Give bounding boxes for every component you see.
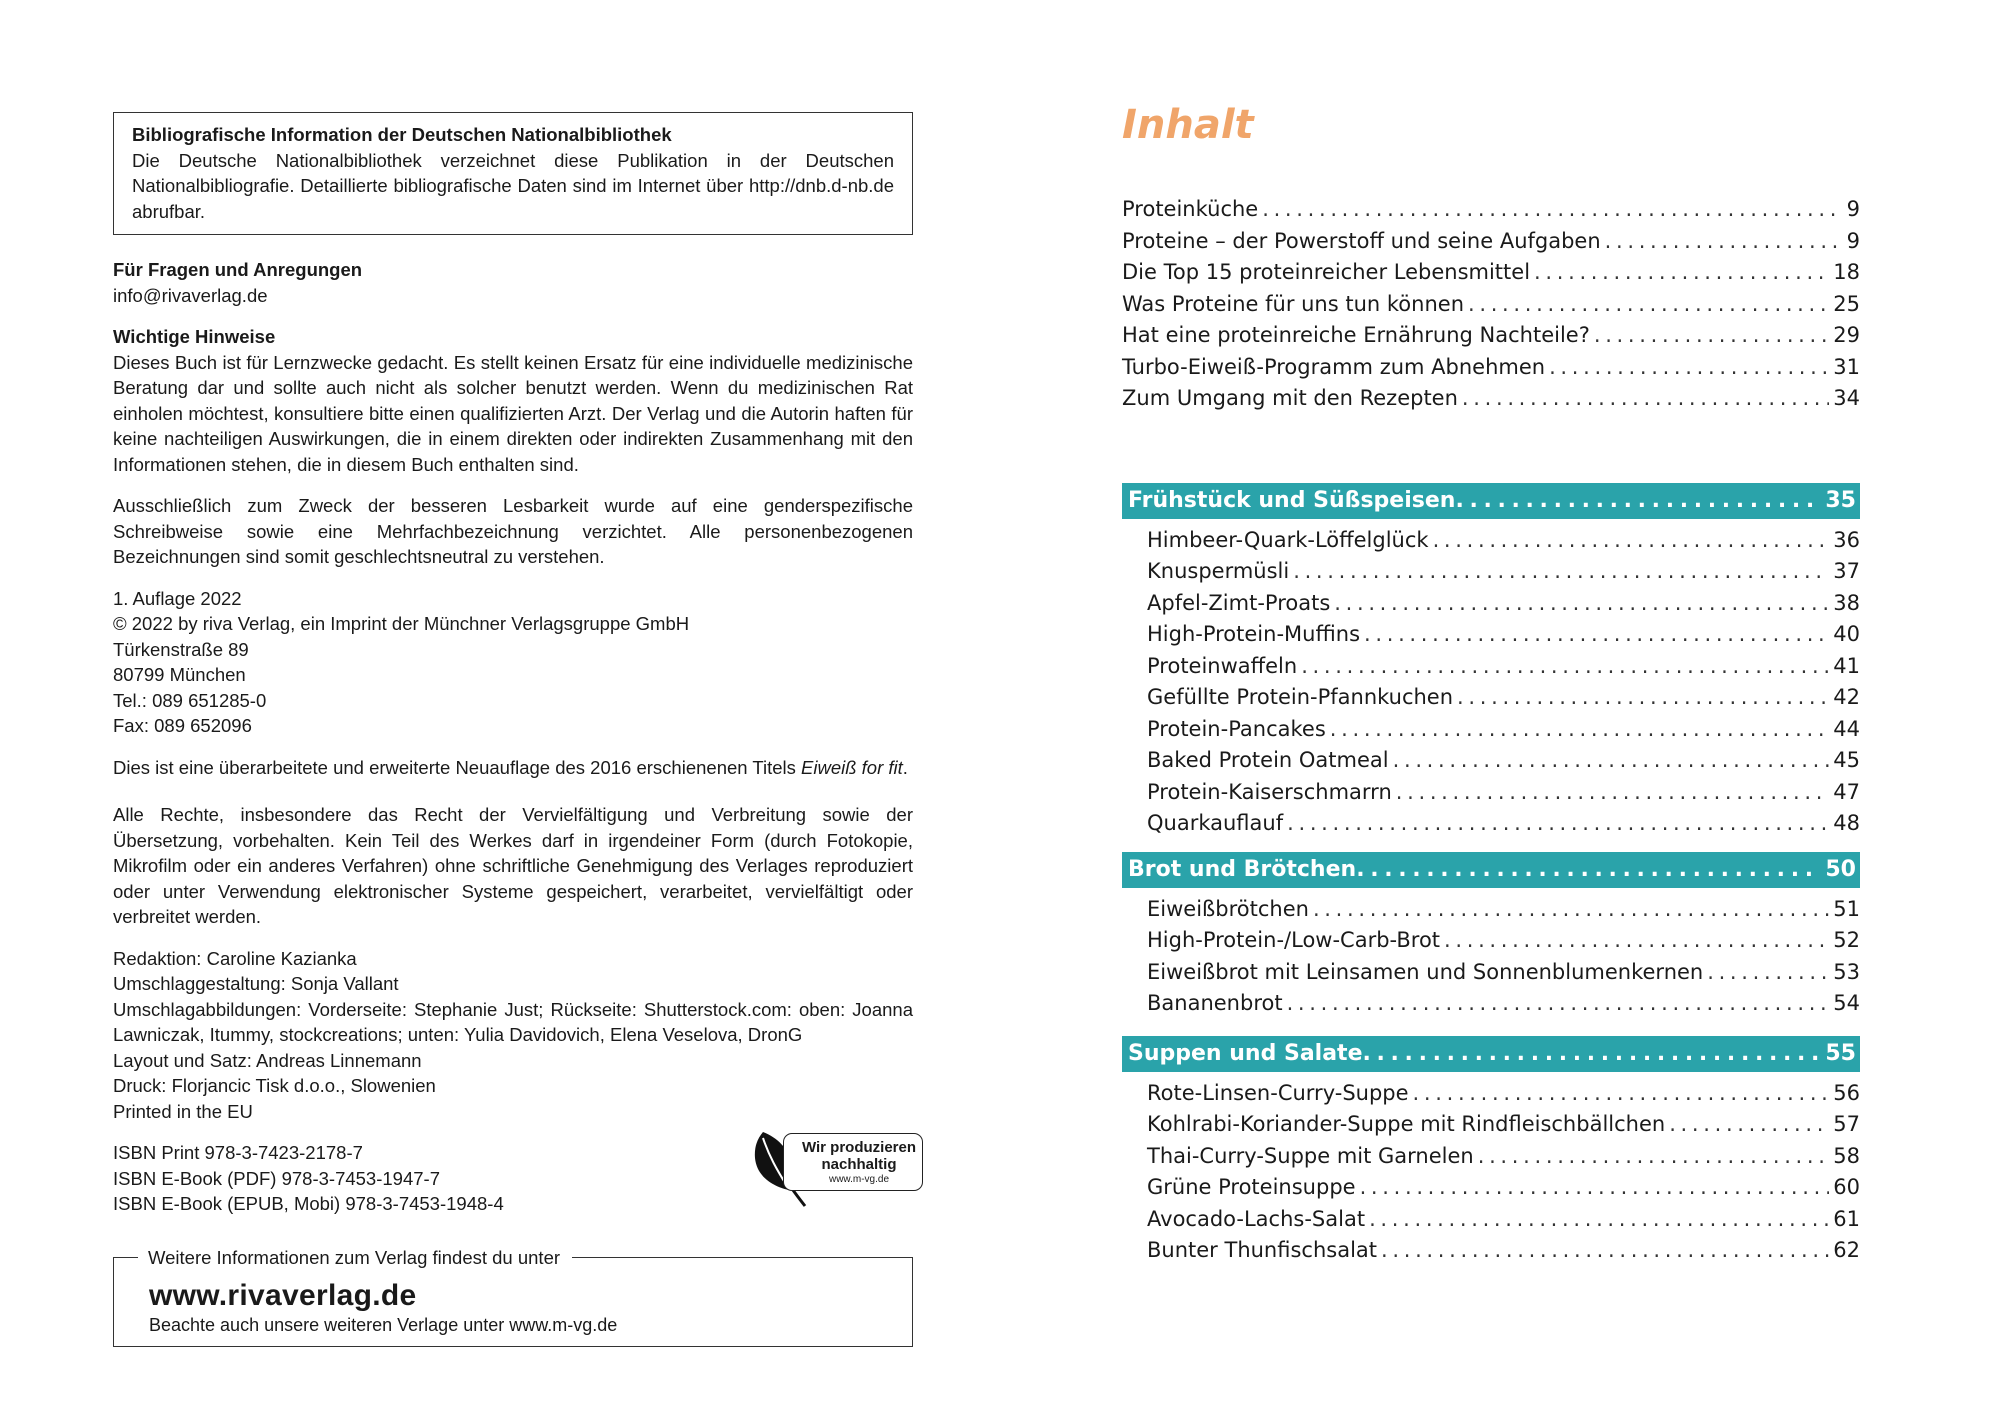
toc-entry-page: 34 <box>1833 386 1860 410</box>
biblio-title: Bibliografische Information der Deutschen Nationalbibliothek <box>132 124 672 145</box>
toc-entry[interactable] <box>1122 194 1860 226</box>
toc-entry[interactable] <box>1122 352 1860 384</box>
toc-entry[interactable] <box>1147 619 1860 651</box>
publisher-note: Beachte auch unsere weiteren Verlage unter www.m-vg.de <box>149 1314 618 1335</box>
badge-box <box>783 1133 923 1191</box>
toc-entry-page: 58 <box>1833 1143 1860 1168</box>
edition-note-text: Dies ist eine überarbeitete und erweiterte Neuauflage des 2016 erschienenen Titels <box>113 756 802 778</box>
imprint-block <box>113 586 913 739</box>
toc-entry-page: 54 <box>1833 991 1860 1015</box>
toc-entry[interactable] <box>1147 745 1860 777</box>
section-page: 55 <box>1825 1041 1856 1066</box>
toc-entry-title: Gefüllte Protein-Pfannkuchen <box>1147 685 1454 709</box>
sustainability-badge <box>749 1128 925 1208</box>
toc-entry-page: 41 <box>1833 653 1860 678</box>
toc-entry-page: 9 <box>1846 228 1860 253</box>
toc-entry-title: Rote-Linsen-Curry-Suppe <box>1147 1080 1409 1105</box>
toc-entry-title: Eiweißbrötchen <box>1147 896 1309 921</box>
contents-page <box>1122 100 1860 1267</box>
toc-entry[interactable] <box>1122 226 1860 258</box>
toc-entry-title: Thai-Curry-Suppe mit Garnelen <box>1147 1143 1474 1168</box>
contact-email[interactable]: info@rivaverlag.de <box>113 284 268 306</box>
credit-line: Umschlaggestaltung: Sonja Vallant <box>113 973 399 994</box>
toc-entry-title: Knuspermüsli <box>1147 559 1290 583</box>
toc-section-suppen <box>1122 1036 1860 1267</box>
toc-entry-title: Quarkauflauf <box>1147 811 1284 835</box>
credit-line: Printed in the EU <box>113 1100 253 1122</box>
toc-entry-title: Die Top 15 proteinreicher Lebensmittel <box>1122 260 1531 284</box>
toc-entry[interactable] <box>1147 777 1860 809</box>
toc-entry[interactable] <box>1122 289 1860 321</box>
toc-entry-title: Grüne Proteinsuppe <box>1147 1175 1356 1199</box>
toc-entry[interactable] <box>1147 1172 1860 1204</box>
notice-text: Dieses Buch ist für Lernzwecke gedacht. Es stellt keinen Ersatz für eine individuelle medizinische Beratung dar und sollte auch nicht als solcher benutzt werden. Wenn du medizinischen Rat einholen möchtest, konsultiere bitte einen qualifizierten Arzt. Der Verlag und die Autorin haften für keine nachteiligen Auswirkungen, die in einem direkten oder indirekten Zusammenhang mit den Informationen stehen, die in diesem Buch enthalten sind. <box>113 351 913 475</box>
toc-entry-page: 52 <box>1833 928 1860 952</box>
isbn-line: ISBN Print 978-3-7423-2178-7 <box>113 1142 363 1163</box>
toc-entry-title: Proteinküche <box>1122 197 1259 221</box>
toc-entry[interactable] <box>1147 556 1860 588</box>
credit-line: Layout und Satz: Andreas Linnemann <box>113 1049 422 1071</box>
toc-entry[interactable] <box>1122 383 1860 415</box>
toc-entry[interactable] <box>1147 808 1860 840</box>
toc-entry[interactable] <box>1147 588 1860 620</box>
toc-entry-page: 61 <box>1833 1206 1860 1231</box>
toc-entry-page: 57 <box>1833 1112 1860 1136</box>
toc-entry-page: 40 <box>1833 622 1860 646</box>
toc-entry[interactable] <box>1147 1235 1860 1267</box>
isbn-line: ISBN E-Book (EPUB, Mobi) 978-3-7453-1948-4 <box>113 1193 504 1214</box>
toc-entry-page: 9 <box>1846 197 1860 221</box>
section-header[interactable] <box>1122 483 1860 519</box>
toc-section-brot <box>1122 852 1860 1020</box>
isbn-line: ISBN E-Book (PDF) 978-3-7453-1947-7 <box>113 1167 440 1189</box>
toc-entry-title: Apfel-Zimt-Proats <box>1147 590 1331 615</box>
imprint-line: 80799 München <box>113 664 246 685</box>
badge-url: www.m-vg.de <box>828 1174 889 1185</box>
toc-entry[interactable] <box>1147 1109 1860 1141</box>
toc-entry-page: 31 <box>1833 354 1860 379</box>
imprint-line: © 2022 by riva Verlag, ein Imprint der Münchner Verlagsgruppe GmbH <box>113 613 690 634</box>
publisher-info-legend: Weitere Informationen zum Verlag findest du unter <box>138 1245 572 1271</box>
previous-title: Eiweiß for fit <box>801 756 903 778</box>
toc-entry-page: 51 <box>1833 896 1860 921</box>
bibliographic-info-box <box>113 112 913 235</box>
toc-entry-title: Was Proteine für uns tun können <box>1122 291 1464 316</box>
section-header[interactable] <box>1122 852 1860 888</box>
badge-line1: Wir produzieren <box>801 1139 917 1156</box>
toc-entry-title: Himbeer-Quark-Löffelglück <box>1147 527 1429 552</box>
toc-entry-title: Bananenbrot <box>1147 991 1283 1015</box>
section-page: 50 <box>1825 857 1856 882</box>
toc-entry-page: 38 <box>1833 590 1860 615</box>
toc-entry-title: Kohlrabi-Koriander-Suppe mit Rindfleischbällchen <box>1147 1112 1666 1136</box>
contact-heading: Für Fragen und Anregungen <box>113 259 363 280</box>
imprint-page <box>113 112 917 1347</box>
notice-heading: Wichtige Hinweise <box>113 326 276 347</box>
toc-entry[interactable] <box>1147 1141 1860 1173</box>
contents-title: Inhalt <box>1122 102 1254 148</box>
section-title: Brot und Brötchen <box>1128 857 1357 882</box>
toc-entry-page: 62 <box>1833 1238 1860 1262</box>
toc-entry-page: 53 <box>1833 959 1860 984</box>
toc-entry-title: Proteine – der Powerstoff und seine Aufgaben <box>1122 228 1601 253</box>
imprint-line: 1. Auflage 2022 <box>113 587 242 609</box>
toc-entry-page: 45 <box>1833 748 1860 772</box>
intro-toc <box>1122 194 1860 415</box>
imprint-line: Fax: 089 652096 <box>113 715 252 736</box>
section-page: 35 <box>1825 488 1856 513</box>
credit-line: Umschlagabbildungen: Vorderseite: Stephanie Just; Rückseite: Shutterstock.com: oben: Joanna Lawniczak, Itummy, stockcreations; unten: Yulia Davidovich, Elena Veselova, DronG <box>113 998 913 1045</box>
toc-entry[interactable] <box>1122 257 1860 289</box>
toc-section-fruehstueck <box>1122 483 1860 840</box>
publisher-url[interactable]: www.rivaverlag.de <box>149 1278 417 1312</box>
toc-entry-title: High-Protein-/Low-Carb-Brot <box>1147 928 1441 952</box>
toc-entry-page: 48 <box>1833 811 1860 835</box>
credit-line: Redaktion: Caroline Kazianka <box>113 947 357 969</box>
toc-entry-page: 56 <box>1833 1080 1860 1105</box>
biblio-text: Die Deutsche Nationalbibliothek verzeichnet diese Publikation in der Deutschen Nationalbibliografie. Detaillierte bibliografische Daten sind im Internet über http://dnb.d-nb.de abrufbar. <box>132 149 894 222</box>
toc-entry-title: Protein-Pancakes <box>1147 716 1326 741</box>
toc-entry-title: Zum Umgang mit den Rezepten <box>1122 386 1458 410</box>
toc-entry-page: 18 <box>1833 260 1860 284</box>
toc-entry[interactable] <box>1147 525 1860 557</box>
toc-entry-page: 37 <box>1833 559 1860 583</box>
section-title: Frühstück und Süßspeisen <box>1128 488 1456 513</box>
toc-entry-page: 29 <box>1833 323 1860 347</box>
toc-entry[interactable] <box>1147 651 1860 683</box>
imprint-line: Türkenstraße 89 <box>113 638 249 660</box>
toc-entry-title: Hat eine proteinreiche Ernährung Nachteile? <box>1122 323 1590 347</box>
toc-entry[interactable] <box>1147 1078 1860 1110</box>
toc-entry-title: Protein-Kaiserschmarrn <box>1147 779 1392 804</box>
toc-entry-page: 36 <box>1833 527 1860 552</box>
toc-entry[interactable] <box>1147 1204 1860 1236</box>
gender-note: Ausschließlich zum Zweck der besseren Lesbarkeit wurde auf eine genderspezifische Schreibweise sowie eine Mehrfachbezeichnung verzichtet. Alle personenbezogenen Bezeichnungen sind somit geschlechtsneutral zu verstehen. <box>113 495 913 567</box>
toc-entry-title: Turbo-Eiweiß-Programm zum Abnehmen <box>1122 354 1546 379</box>
toc-entry[interactable] <box>1147 957 1860 989</box>
edition-note <box>113 755 913 781</box>
isbn-block <box>113 1139 917 1217</box>
toc-entry-page: 47 <box>1833 779 1860 804</box>
section-header[interactable] <box>1122 1036 1860 1072</box>
toc-entry-title: Proteinwaffeln <box>1147 653 1298 678</box>
toc-entry[interactable] <box>1147 988 1860 1020</box>
publisher-info-box <box>113 1246 913 1347</box>
toc-entry-page: 25 <box>1833 291 1860 316</box>
imprint-line: Tel.: 089 651285-0 <box>113 689 267 711</box>
toc-entry-page: 44 <box>1833 716 1860 741</box>
toc-entry[interactable] <box>1147 894 1860 926</box>
toc-entry-title: Baked Protein Oatmeal <box>1147 748 1389 772</box>
toc-entry-title: Eiweißbrot mit Leinsamen und Sonnenblumenkernen <box>1147 959 1704 984</box>
toc-entry[interactable] <box>1147 714 1860 746</box>
section-title: Suppen und Salate <box>1128 1041 1363 1066</box>
rights-text: Alle Rechte, insbesondere das Recht der Vervielfältigung und Verbreitung sowie der Übersetzung, vorbehalten. Kein Teil des Werkes darf in irgendeiner Form (durch Fotokopie, Mikrofilm oder ein anderes Verfahren) ohne schriftliche Genehmigung des Verlages reproduziert oder unter Verwendung elektronischer Systeme gespeichert, verarbeitet, vervielfältigt oder verbreitet werden. <box>113 804 913 927</box>
badge-line2: nachhaltig <box>821 1156 897 1173</box>
toc-entry-page: 60 <box>1833 1175 1860 1199</box>
toc-entry-title: High-Protein-Muffins <box>1147 622 1361 646</box>
toc-entry-page: 42 <box>1833 685 1860 709</box>
credit-line: Druck: Florjancic Tisk d.o.o., Slowenien <box>113 1075 436 1096</box>
toc-entry[interactable] <box>1122 320 1860 352</box>
toc-entry[interactable] <box>1147 682 1860 714</box>
toc-entry[interactable] <box>1147 925 1860 957</box>
credits-block <box>113 946 913 1125</box>
edition-note-end: . <box>902 756 908 778</box>
toc-entry-title: Avocado-Lachs-Salat <box>1147 1206 1366 1231</box>
toc-entry-title: Bunter Thunfischsalat <box>1147 1238 1378 1262</box>
